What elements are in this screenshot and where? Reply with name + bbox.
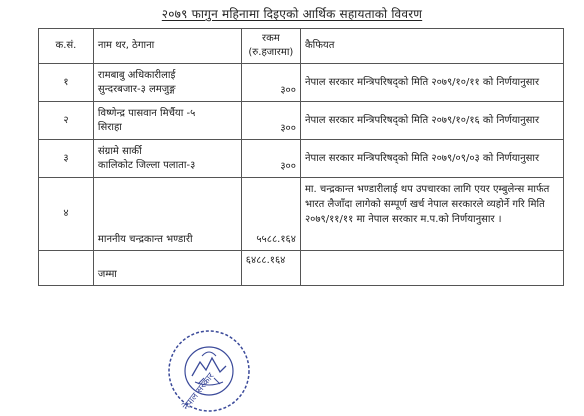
total-amount: ६४८८.१६४ [241,251,300,286]
row-serial-number: ४ [39,178,94,251]
recipient-name: संग्रामे सार्की [97,145,142,157]
table-row [39,102,564,140]
row-remarks: नेपाल सरकार मन्त्रिपरिषद्को मिति २०७९/१०/१६ को निर्णयानुसार [300,102,563,140]
row-name-address [93,64,241,102]
row-remarks: नेपाल सरकार मन्त्रिपरिषद्को मिति २०७९/१०/११ को निर्णयानुसार [300,64,563,102]
header-amount [241,29,300,64]
header-amount-label: रकम [261,33,280,44]
table-header-row [39,29,564,64]
table-row [39,178,564,251]
row-remarks: मा. चन्द्रकान्त भण्डारीलाई थप उपचारका लागि एयर एम्बुलेन्स मार्फत भारत लैजाँदा लागेको सम्पूर्ण खर्च नेपाल सरकारले व्यहोर्ने गरि मिति २०७९/११/११ मा नेपाल सरकार म.प.को निर्णयानुसार । [300,178,563,251]
assistance-table [38,28,564,286]
row-amount: ३०० [241,102,300,140]
recipient-address: सिराहा [97,121,122,133]
government-seal-stamp [164,326,254,416]
header-name-address: नाम थर, ठेगाना [93,29,241,64]
row-name-address [93,140,241,178]
row-amount: ३०० [241,64,300,102]
total-label: जम्मा [93,251,241,286]
document-title: २०७९ फागुन महिनामा दिइएको आर्थिक सहायताको विवरण [161,7,423,21]
recipient-name: रामबाबु अधिकारीलाई [97,69,176,81]
recipient-name: विष्णेन्द्र पासवान मिर्चैया -५ [97,107,196,119]
header-amount-unit: (रु.हजारमा) [248,47,294,58]
seal-text: नेपाल सरकार [181,371,217,413]
row-amount: ५५८८.१६४ [241,178,300,251]
row-serial-number: १ [39,64,94,102]
header-serial-number: क.सं. [39,29,94,64]
row-name-address [93,102,241,140]
total-remarks-blank [300,251,563,286]
row-name-address [93,178,241,251]
total-row [39,251,564,286]
table-row [39,140,564,178]
recipient-address: सुन्दरबजार-३ लमजुङ्ग [97,83,176,95]
row-serial-number: २ [39,102,94,140]
row-amount: ३०० [241,140,300,178]
table-row [39,64,564,102]
total-serial-blank [39,251,94,286]
header-remarks: कैफियत [300,29,563,64]
recipient-address: कालिकोट जिल्ला पलाता-३ [97,159,196,171]
row-remarks: नेपाल सरकार मन्त्रिपरिषद्को मिति २०७९/०९/०३ को निर्णयानुसार [300,140,563,178]
row-serial-number: ३ [39,140,94,178]
recipient-name: माननीय चन्द्रकान्त भण्डारी [97,234,193,245]
